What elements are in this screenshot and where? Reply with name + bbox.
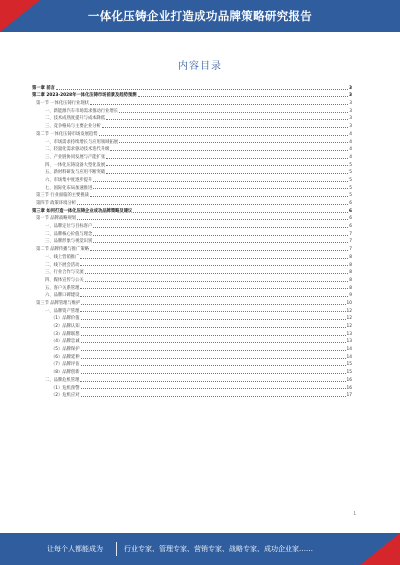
- toc-leader-dots: [81, 342, 346, 343]
- toc-entry[interactable]: [32, 106, 352, 114]
- toc-leader-dots: [80, 265, 348, 266]
- toc-entry[interactable]: [32, 183, 352, 191]
- toc-entry[interactable]: [32, 352, 352, 360]
- toc-entry-page: 4: [349, 131, 352, 137]
- toc-leader-dots: [81, 327, 346, 328]
- toc-entry[interactable]: [32, 237, 352, 245]
- toc-entry-label: 二、轻量化需求驱动技术迭代升级: [45, 147, 110, 153]
- toc-entry-page: 16: [346, 377, 352, 383]
- toc-entry-label: 第三节 行业面临的主要挑战: [36, 193, 89, 199]
- toc-leader-dots: [106, 158, 348, 159]
- toc-entry-page: 17: [346, 393, 352, 399]
- toc-entry[interactable]: [32, 329, 352, 337]
- toc-entry-label: 第一章 前言: [32, 85, 55, 91]
- toc-entry[interactable]: [32, 98, 352, 106]
- toc-entry[interactable]: [32, 306, 352, 314]
- toc-entry[interactable]: [32, 344, 352, 352]
- toc-entry-page: 3: [349, 85, 352, 91]
- toc-entry-page: 7: [349, 239, 352, 245]
- toc-entry-label: 三、品牌形象与视觉识别: [45, 239, 93, 245]
- toc-leader-dots: [93, 188, 348, 189]
- toc-entry[interactable]: [32, 137, 352, 145]
- toc-entry-label: （4）品牌忠诚: [51, 339, 80, 345]
- toc-entry-page: 15: [346, 370, 352, 376]
- toc-heading: 内容目录: [178, 61, 222, 72]
- toc-leader-dots: [93, 181, 348, 182]
- toc-entry-label: 四、一体化压铸设备大型化发展: [45, 162, 106, 168]
- footer-banner: [0, 533, 400, 565]
- toc-entry-label: 第三节 品牌管理与维护: [36, 300, 81, 306]
- toc-entry-page: 14: [346, 347, 352, 353]
- toc-entry-page: 8: [349, 270, 352, 276]
- toc-leader-dots: [81, 396, 346, 397]
- toc-entry-page: 5: [349, 185, 352, 191]
- toc-entry-page: 9: [349, 293, 352, 299]
- toc-leader-dots: [99, 135, 349, 136]
- toc-entry-label: （1）危机预警: [51, 385, 80, 391]
- toc-entry-page: 13: [346, 339, 352, 345]
- toc-entry-label: （2）品牌认知: [51, 324, 80, 329]
- toc-leader-dots: [110, 150, 348, 151]
- toc-entry[interactable]: [32, 206, 352, 214]
- toc-entry-label: 第三章 如何打造一体化压铸企业成功品牌策略及建议: [32, 208, 133, 214]
- toc-entry-label: 七、国际化布局加速推进: [45, 185, 93, 191]
- toc-entry-label: （5）品牌保护: [51, 347, 80, 353]
- toc-leader-dots: [81, 304, 345, 305]
- toc-entry[interactable]: [32, 275, 352, 283]
- toc-entry[interactable]: [32, 244, 352, 252]
- toc-entry-label: 五、客户关系管理: [45, 285, 80, 291]
- toc-entry-label: 第二节 品牌传播与推广策略: [36, 247, 89, 253]
- toc-entry-label: 第一节 品牌战略规划: [36, 216, 77, 222]
- toc-leader-dots: [90, 196, 348, 197]
- toc-entry-page: 12: [346, 316, 352, 322]
- toc-entry-page: 4: [349, 154, 352, 160]
- toc-entry-label: （8）品牌创新: [51, 370, 80, 376]
- toc-entry[interactable]: [32, 260, 352, 268]
- toc-leader-dots: [85, 281, 349, 282]
- toc-entry-page: 8: [349, 262, 352, 268]
- toc-leader-dots: [81, 373, 346, 374]
- footer-red-triangle: [360, 533, 400, 565]
- toc-entry-page: 14: [346, 354, 352, 360]
- toc-leader-dots: [106, 173, 348, 174]
- toc-entry-page: 5: [349, 162, 352, 168]
- toc-entry-page: 5: [349, 193, 352, 199]
- toc-leader-dots: [138, 96, 348, 97]
- toc-entry[interactable]: [32, 337, 352, 345]
- toc-leader-dots: [93, 227, 348, 228]
- toc-entry-page: 7: [349, 231, 352, 237]
- toc-entry[interactable]: [32, 83, 352, 91]
- header-banner: [0, 0, 400, 32]
- toc-leader-dots: [90, 250, 348, 251]
- toc-entry[interactable]: [32, 198, 352, 206]
- report-title: 一体化压铸企业打造成功品牌策略研究报告: [87, 9, 313, 23]
- toc-leader-dots: [80, 296, 348, 297]
- toc-leader-dots: [85, 273, 349, 274]
- toc-entry-label: 一、线上营销推广: [45, 254, 80, 260]
- toc-entry[interactable]: [32, 129, 352, 137]
- toc-leader-dots: [81, 358, 346, 359]
- toc-leader-dots: [106, 119, 348, 120]
- toc-entry-page: 7: [349, 247, 352, 253]
- toc-entry[interactable]: [32, 121, 352, 129]
- toc-entry[interactable]: [32, 321, 352, 329]
- toc-leader-dots: [81, 388, 346, 389]
- toc-entry[interactable]: [32, 360, 352, 368]
- toc-leader-dots: [119, 112, 348, 113]
- toc-entry[interactable]: [32, 168, 352, 176]
- toc-entry-label: （2）危机应对: [51, 393, 80, 399]
- toc-entry-page: 5: [349, 177, 352, 183]
- toc-leader-dots: [93, 235, 348, 236]
- toc-entry-page: 4: [349, 139, 352, 145]
- toc-entry-label: 一、市场需求持续增长与应用领域拓展: [45, 139, 119, 145]
- toc-entry-label: 三、产业链协同发展与产能扩张: [45, 154, 106, 160]
- toc-entry-page: 3: [349, 93, 352, 99]
- toc-entry-page: 15: [346, 362, 352, 368]
- toc-entry-label: 一、品牌定位与目标客户: [45, 224, 93, 230]
- toc-entry-label: 三、行业合作与交流: [45, 270, 84, 276]
- toc-entry-label: 二、品牌危机管理: [45, 377, 80, 383]
- toc-entry-page: 16: [346, 385, 352, 391]
- toc-entry-page: 3: [349, 101, 352, 107]
- toc-entry-page: 8: [349, 277, 352, 283]
- table-of-contents: [32, 83, 352, 398]
- toc-entry-label: 二、技术成熟度提升与成本降低: [45, 116, 106, 122]
- toc-entry-page: 8: [349, 285, 352, 291]
- toc-entry[interactable]: [32, 268, 352, 276]
- toc-entry-page: 13: [346, 331, 352, 337]
- toc-entry-page: 6: [349, 224, 352, 230]
- toc-entry-page: 8: [349, 254, 352, 260]
- toc-leader-dots: [77, 219, 348, 220]
- toc-entry[interactable]: [32, 229, 352, 237]
- toc-entry-label: 六、市场集中度逐步提升: [45, 177, 93, 183]
- toc-entry-label: 三、竞争格局与主要企业分析: [45, 124, 101, 130]
- toc-leader-dots: [77, 204, 348, 205]
- toc-entry[interactable]: [32, 191, 352, 199]
- toc-entry-label: 二、品牌核心价值与理念: [45, 231, 93, 237]
- toc-leader-dots: [81, 350, 346, 351]
- toc-entry-page: 4: [349, 147, 352, 153]
- toc-entry[interactable]: [32, 214, 352, 222]
- toc-entry-label: 第二节 一体化压铸市场发展趋势: [36, 131, 98, 137]
- toc-entry-label: 一、新能源汽车市场需求推动行业增长: [45, 108, 119, 114]
- toc-entry-page: 6: [349, 208, 352, 214]
- toc-entry[interactable]: [32, 114, 352, 122]
- toc-entry[interactable]: [32, 298, 352, 306]
- toc-entry[interactable]: [32, 152, 352, 160]
- toc-leader-dots: [106, 165, 348, 166]
- toc-leader-dots: [80, 311, 345, 312]
- toc-entry[interactable]: [32, 375, 352, 383]
- toc-entry-label: （7）品牌评估: [51, 362, 80, 368]
- toc-entry-label: 六、品牌口碑建设: [45, 293, 80, 299]
- toc-entry-label: （3）品牌联想: [51, 331, 80, 337]
- toc-leader-dots: [133, 212, 348, 213]
- toc-leader-dots: [81, 365, 346, 366]
- toc-entry[interactable]: [32, 383, 352, 391]
- toc-leader-dots: [119, 142, 348, 143]
- toc-leader-dots: [80, 381, 345, 382]
- toc-entry[interactable]: [32, 145, 352, 153]
- toc-entry-page: 3: [349, 116, 352, 122]
- toc-entry[interactable]: [32, 160, 352, 168]
- toc-entry[interactable]: [32, 391, 352, 399]
- toc-entry-page: 3: [349, 124, 352, 130]
- toc-entry[interactable]: [32, 221, 352, 229]
- toc-entry[interactable]: [32, 291, 352, 299]
- toc-entry[interactable]: [32, 367, 352, 375]
- toc-entry-label: 二、线下展会活动: [45, 262, 80, 268]
- toc-entry-label: 第四节 政策环境分析: [36, 201, 77, 206]
- toc-leader-dots: [102, 127, 348, 128]
- toc-entry[interactable]: [32, 314, 352, 322]
- toc-entry-page: 12: [346, 308, 352, 314]
- toc-entry-label: 一、品牌资产管理: [45, 308, 80, 314]
- toc-leader-dots: [56, 89, 348, 90]
- toc-entry-page: 3: [349, 108, 352, 114]
- footer-divider: [116, 542, 117, 556]
- toc-entry-page: 12: [346, 324, 352, 329]
- footer-slogan-right: 行业专家、管理专家、营销专家、战略专家、成功企业家……: [124, 545, 313, 553]
- toc-entry-label: 第一节 一体化压铸行业现状: [36, 101, 89, 107]
- toc-entry[interactable]: [32, 283, 352, 291]
- page-number: 1: [353, 511, 356, 516]
- toc-entry[interactable]: [32, 91, 352, 99]
- toc-entry-page: 10: [346, 300, 352, 306]
- toc-leader-dots: [81, 319, 346, 320]
- toc-entry-label: （6）品牌延伸: [51, 354, 80, 360]
- footer-slogan-left: 让每个人都能成为: [47, 545, 103, 553]
- toc-entry[interactable]: [32, 175, 352, 183]
- toc-entry-label: 第二章 2023-2028年一体化压铸市场前景及趋势预测: [32, 93, 137, 99]
- toc-entry-page: 5: [349, 170, 352, 176]
- toc-entry-label: 五、新材料研发与应用不断突破: [45, 170, 106, 176]
- toc-leader-dots: [80, 288, 348, 289]
- toc-entry-page: 6: [349, 216, 352, 222]
- toc-entry-label: （1）品牌价值: [51, 316, 80, 322]
- toc-entry-page: 6: [349, 201, 352, 206]
- toc-leader-dots: [93, 242, 348, 243]
- toc-entry-label: 四、媒体宣传与公关: [45, 277, 84, 283]
- toc-leader-dots: [90, 104, 348, 105]
- toc-leader-dots: [81, 335, 346, 336]
- toc-leader-dots: [80, 258, 348, 259]
- toc-entry[interactable]: [32, 252, 352, 260]
